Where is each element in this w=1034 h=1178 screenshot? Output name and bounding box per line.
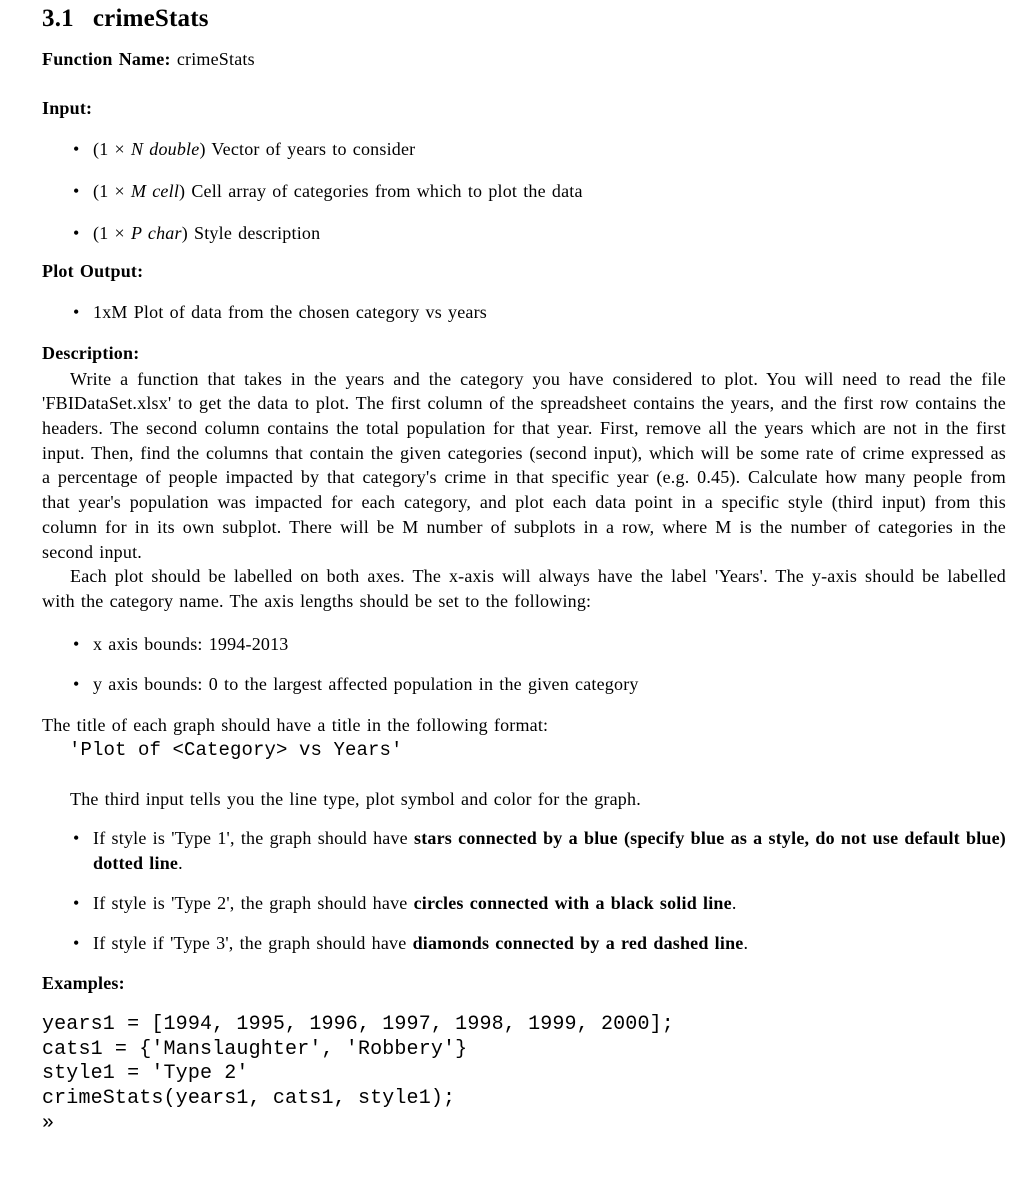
input-heading: Input:: [42, 97, 93, 118]
list-item: [42, 221, 1006, 246]
input-list: [42, 137, 1006, 245]
code-line: crimeStats(years1, cats1, style1);: [42, 1087, 456, 1111]
code-block: [42, 1013, 1006, 1137]
list-item: [42, 826, 1006, 875]
title-format-intro: The title of each graph should have a title in the following format:: [42, 715, 549, 736]
section-heading: [42, 4, 1006, 34]
description-paragraph-2: Each plot should be labelled on both axes. The x-axis will always have the label 'Years'. The y-axis should be labelled with the category name. The axis lengths should be set to the following:: [42, 566, 1006, 611]
list-item: [42, 300, 1006, 325]
bullet-marker: •: [73, 633, 80, 654]
function-name-label: Function Name:: [42, 49, 171, 69]
plot-output-heading: Plot Output:: [42, 260, 144, 281]
style-intro-paragraph: The third input tells you the line type, plot symbol and color for the graph.: [70, 788, 641, 809]
examples-heading: Examples:: [42, 973, 125, 994]
style-item-text: If style if 'Type 3', the graph should have diamonds connected by a red dashed line.: [93, 932, 749, 953]
list-item: [42, 672, 1006, 697]
list-item: [42, 891, 1006, 916]
list-item: [42, 179, 1006, 204]
list-item: [42, 137, 1006, 162]
list-item: [42, 632, 1006, 657]
axis-item-text: y axis bounds: 0 to the largest affected population in the given category: [93, 674, 639, 695]
style-list: [42, 826, 1006, 955]
plot-output-list: [42, 300, 1006, 325]
prompt-line: »: [42, 1111, 55, 1135]
function-name-value: crimeStats: [176, 49, 255, 69]
description-heading: Description:: [42, 342, 140, 363]
title-format-code: 'Plot of <Category> vs Years': [69, 738, 403, 761]
input-item-text: (1 × P char) Style description: [93, 222, 321, 243]
bullet-marker: •: [73, 828, 80, 849]
axis-item-text: x axis bounds: 1994-2013: [93, 633, 289, 654]
axis-bounds-list: [42, 632, 1006, 697]
code-line: years1 = [1994, 1995, 1996, 1997, 1998, 1999, 2000];: [42, 1012, 674, 1036]
bullet-marker: •: [73, 674, 80, 695]
bullet-marker: •: [73, 932, 80, 953]
list-item: [42, 931, 1006, 956]
code-line: cats1 = {'Manslaughter', 'Robbery'}: [42, 1037, 468, 1061]
style-item-text: If style is 'Type 1', the graph should have stars connected by a blue (specify blue as a style, do not use default blue) dotted line.: [93, 828, 1006, 874]
description-paragraph-1: Write a function that takes in the years and the category you have considered to plot. You will need to read the file 'FBIDataSet.xlsx' to get the data to plot. The first column of the spreadsheet contains the years, and the first row contains the headers. The second column contains the total population for that year. First, remove all the years which are not in the first input. Then, find the columns that contain the given categories (second input), which will be some rate of crime expressed as a percentage of people impacted by that category's crime in that specific year (e.g. 0.45). Calculate how many people from that year's population was impacted for each category, and plot each data point in a specific style (third input) from this column for in its own subplot. There will be M number of subplots in a row, where M is the number of categories in the second input.: [42, 368, 1006, 562]
input-item-text: (1 × M cell) Cell array of categories from which to plot the data: [93, 181, 583, 202]
section-title: crimeStats: [92, 5, 209, 32]
bullet-marker: •: [73, 222, 80, 243]
bullet-marker: •: [73, 181, 80, 202]
function-name-line: [42, 47, 1006, 72]
bullet-marker: •: [73, 302, 80, 323]
input-item-text: (1 × N double) Vector of years to consider: [93, 139, 416, 160]
plot-output-item-text: 1xM Plot of data from the chosen category vs years: [93, 302, 487, 323]
style-item-text: If style is 'Type 2', the graph should have circles connected with a black solid line.: [93, 892, 737, 913]
code-line: style1 = 'Type 2': [42, 1062, 249, 1086]
bullet-marker: •: [73, 892, 80, 913]
section-number: 3.1: [42, 5, 74, 32]
bullet-marker: •: [73, 139, 80, 160]
